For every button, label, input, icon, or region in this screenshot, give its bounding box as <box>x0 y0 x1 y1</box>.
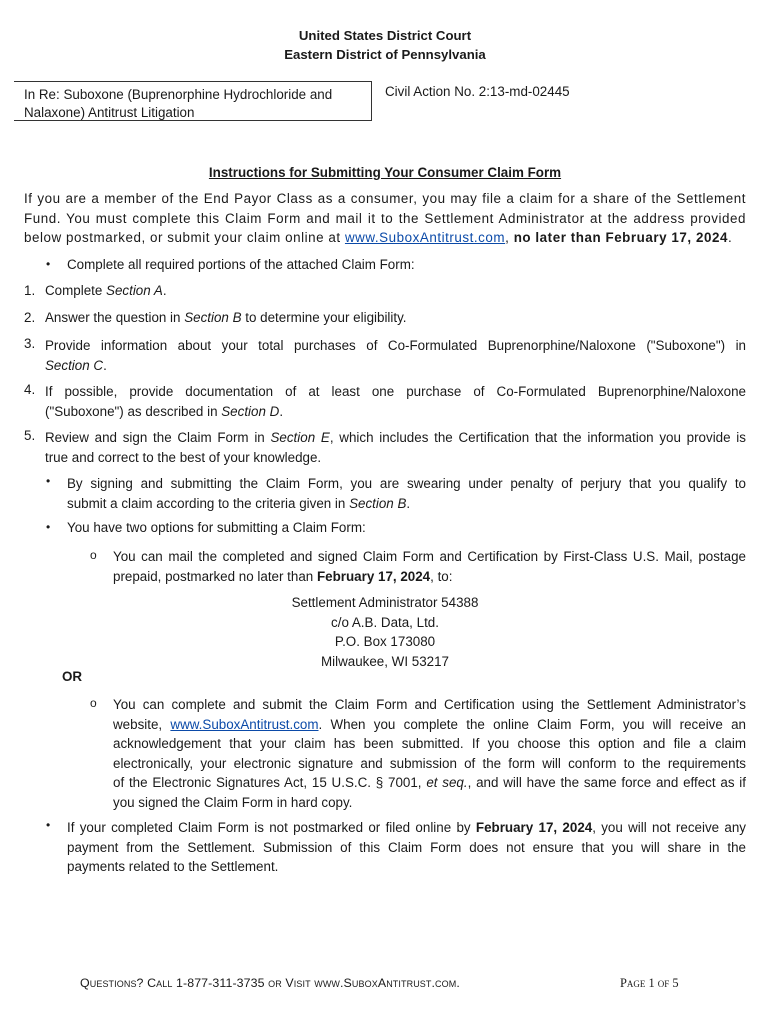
bullet-text: By signing and submitting the Claim Form, you are swearing under penalty of perjury that you qualify to <box>67 476 746 491</box>
option-text: You can mail the completed and signed Claim Form and Certification by First-Class U.S. Mail, postage <box>113 549 746 564</box>
option-deadline: February 17, 2024 <box>316 568 431 584</box>
option-text: of the Electronic Signatures Act, 15 U.S.C. § 7001, <box>113 775 427 790</box>
step-text: If possible, provide documentation of at least one purchase of Co-Formulated Buprenorphine/Naloxone <box>45 384 746 399</box>
suboxantitrust-link[interactable]: www.SuboxAntitrust.com <box>344 230 506 245</box>
bullet-options: You have two options for submitting a Claim Form: <box>67 520 366 535</box>
bullet-final <box>67 818 746 877</box>
bullet-text: submit a claim according to the criteria given in <box>67 495 350 511</box>
case-caption-box <box>14 81 372 121</box>
option-italic: et seq. <box>426 775 468 790</box>
bullet-deadline: February 17, 2024 <box>475 820 593 835</box>
bullet-text-end: . <box>406 495 411 511</box>
step-section: Section C <box>45 357 104 373</box>
option-text: You can complete and submit the Claim Form and Certification using the Settlement Administrator’s <box>113 697 746 712</box>
circle-bullet-icon: o <box>90 696 97 710</box>
address-line: Settlement Administrator 54388 <box>291 595 479 610</box>
option-text: , and will have the same force and effect as if <box>467 775 746 790</box>
address-line: P.O. Box 173080 <box>334 634 436 649</box>
case-name-line2: Nalaxone) Antitrust Litigation <box>24 105 195 120</box>
mailing-address <box>0 593 770 671</box>
court-name: United States District Court <box>298 28 472 43</box>
step-text-end: . <box>279 403 284 419</box>
bullet-complete-portions: Complete all required portions of the attached Claim Form: <box>67 257 415 272</box>
step-text: , which includes the Certification that the information you provide is <box>329 430 746 445</box>
instructions-title: Instructions for Submitting Your Consumer Claim Form <box>208 165 562 180</box>
step-text: Review and sign the Claim Form in <box>45 430 271 445</box>
step-4 <box>45 382 746 421</box>
bullet-signing <box>67 474 746 513</box>
step-number: 5. <box>24 428 36 443</box>
address-line: c/o A.B. Data, Ltd. <box>331 614 439 630</box>
option-mail <box>113 547 746 586</box>
option-text: prepaid, postmarked no later than <box>113 568 317 584</box>
option-text: . When you complete the online Claim Form, you will receive an <box>318 716 746 732</box>
page-number <box>620 976 679 991</box>
intro-paragraph <box>24 189 746 248</box>
or-label: OR <box>62 669 83 684</box>
step-text: Complete <box>45 283 107 298</box>
civil-action-number: Civil Action No. 2:13-md-02445 <box>385 84 570 99</box>
bullet-icon: • <box>46 474 51 488</box>
bullet-section: Section B <box>349 495 407 511</box>
step-number: 4. <box>24 382 36 397</box>
intro-end: . <box>727 230 733 245</box>
page-number-text: Page 1 of 5 <box>620 976 679 990</box>
intro-sep: , <box>505 230 514 245</box>
step-text: ("Suboxone") as described in <box>45 403 222 419</box>
suboxantitrust-link[interactable]: www.SuboxAntitrust.com <box>170 716 319 732</box>
step-number: 2. <box>24 310 36 325</box>
footer-questions <box>80 976 460 990</box>
step-3 <box>45 336 746 375</box>
step-text-end: to determine your eligibility. <box>241 310 407 325</box>
step-text-end: . <box>103 357 107 373</box>
step-section: Section D <box>221 403 280 419</box>
step-section: Section E <box>270 430 330 445</box>
bullet-icon: • <box>46 257 51 271</box>
footer-questions-text: Questions? Call 1-877-311-3735 or Visit www.SuboxAntitrust.com. <box>80 976 460 990</box>
bullet-text: If your completed Claim Form is not postmarked or filed online by <box>67 820 476 835</box>
step-2 <box>45 310 407 325</box>
step-text: Answer the question in <box>45 310 185 325</box>
option-text-end: you signed the Claim Form in hard copy. <box>113 794 353 810</box>
bullet-icon: • <box>46 818 51 832</box>
bullet-text: , you will not receive any <box>592 820 746 835</box>
bullet-text: payment from the Settlement. Submission of this Claim Form does not ensure that you will share in the <box>67 839 746 855</box>
option-text: electronically, your electronic signature and submission of the form will conform to the requirements <box>113 755 746 771</box>
case-name-line1: In Re: Suboxone (Buprenorphine Hydrochloride and <box>24 87 333 102</box>
intro-deadline: no later than February 17, 2024 <box>513 230 728 245</box>
step-section: Section A <box>106 283 163 298</box>
court-district: Eastern District of Pennsylvania <box>284 47 486 62</box>
bullet-icon: • <box>46 520 51 534</box>
option-text-end: , to: <box>430 568 453 584</box>
address-line: Milwaukee, WI 53217 <box>320 653 449 669</box>
step-text-end: true and correct to the best of your knowledge. <box>45 449 322 465</box>
step-number: 1. <box>24 283 36 298</box>
bullet-text-end: payments related to the Settlement. <box>67 859 279 874</box>
step-section: Section B <box>184 310 242 325</box>
step-text-end: . <box>162 283 167 298</box>
option-text: website, <box>113 716 171 732</box>
step-number: 3. <box>24 336 36 351</box>
circle-bullet-icon: o <box>90 548 97 562</box>
step-text: Provide information about your total purchases of Co-Formulated Buprenorphine/Naloxone ("Suboxone") in <box>45 338 746 353</box>
intro-text: If you are a member of the End Payor Class as a consumer, you may file a claim for a share of the Settlement Fund. You must complete this Claim Form and mail it to the Settlement Administrator at the address provided below postmarked, or submit your claim online at <box>24 191 746 245</box>
step-5 <box>45 428 746 467</box>
option-text: acknowledgement that your claim has been submitted. If you choose this option and file a claim <box>113 736 746 751</box>
option-online <box>113 695 746 812</box>
court-header <box>0 26 770 64</box>
step-1 <box>45 283 167 298</box>
